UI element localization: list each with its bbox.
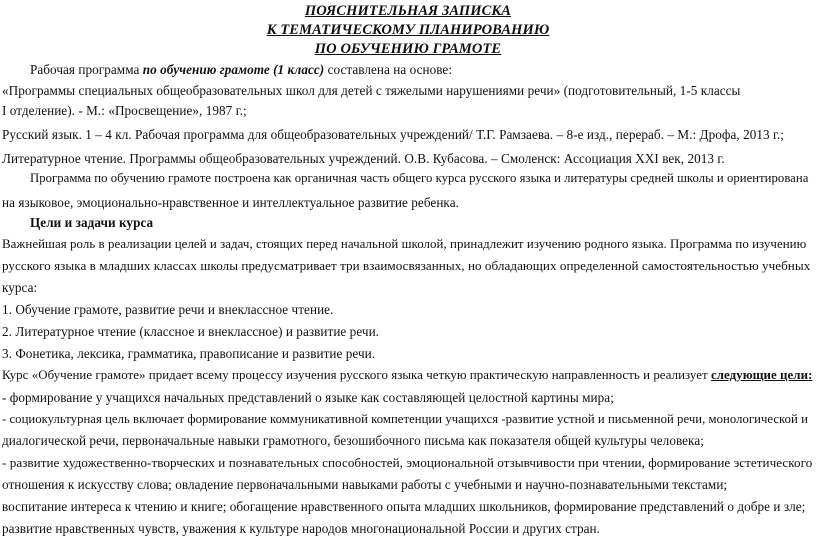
goal-3-line-2: отношения к искусству слова; овладение первоначальными навыками работы с учебными и научно-познавательными текстами; [2, 477, 728, 492]
para2-line-2: русского языка в младших классах школы предусматривает три взаимосвязанных, но обладающих определенной самостоятельностью учебных [2, 258, 811, 273]
goal-1: - формирование у учащихся начальных представлений о языке как составляющей целостной картины мира; [2, 390, 614, 405]
intro-post: составлена на основе: [324, 62, 453, 77]
goal-2-line-1: - социокультурная цель включает формирование коммуникативной компетенции учащихся -развитие устной и письменной речи, монологической и [2, 412, 808, 426]
intro-subject: по обучению грамоте (1 класс) [142, 62, 325, 77]
para3-line [2, 367, 812, 384]
course-item-2: 2. Литературное чтение (классное и внеклассное) и развитие речи. [2, 324, 380, 339]
doc-title-line-2: К ТЕМАТИЧЕСКОМУ ПЛАНИРОВАНИЮ [266, 22, 550, 38]
intro-pre: Рабочая программа [30, 62, 143, 77]
doc-title-line-3: ПО ОБУЧЕНИЮ ГРАМОТЕ [314, 41, 502, 57]
para3-goals-label: следующие цели: [710, 368, 813, 382]
course-item-1: 1. Обучение грамоте, развитие речи и внеклассное чтение. [2, 302, 334, 317]
goal-5: развитие нравственных чувств, уважения к культуре народов многонациональной России и других стран. [2, 521, 601, 536]
source-3: Литературное чтение. Программы общеобразовательных учреждений. О.В. Кубасова. – Смоленск: Ассоциация XXI век, 2013 г. [2, 151, 725, 166]
para1-line-2: на языковое, эмоционально-нравственное и интеллектуальное развитие ребенка. [2, 195, 459, 210]
source-2: Русский язык. 1 – 4 кл. Рабочая программа для общеобразовательных учреждений/ Т.Г. Рамзаева. – 8-е изд., перераб. – М.: Дрофа, 2013 г.; [2, 127, 785, 142]
goal-2-line-2: диалогической речи, первоначальные навыки грамотного, безошибочного письма как показателя общей культуры человека; [2, 433, 704, 448]
course-item-3: 3. Фонетика, лексика, грамматика, правописание и развитие речи. [2, 346, 376, 361]
doc-title-line-1: ПОЯСНИТЕЛЬНАЯ ЗАПИСКА [304, 3, 512, 19]
source-1-line-2: I отделение). - М.: «Просвещение», 1987 г.; [2, 103, 247, 118]
para2-line-3: курса: [2, 280, 38, 295]
goal-3-line-1: - развитие художественно-творческих и познавательных способностей, эмоциональной отзывчивости при чтении, формирование эстетического [2, 455, 813, 470]
source-1-line-1: «Программы специальных общеобразовательных школ для детей с тяжелыми нарушениями речи» (подготовительный, 1-5 классы [2, 83, 741, 98]
goals-heading: Цели и задачи курса [30, 215, 154, 230]
para2-line-1: Важнейшая роль в реализации целей и задач, стоящих перед начальной школой, принадлежит изучению родного языка. Программа по изучению [2, 237, 807, 251]
intro-line [30, 61, 452, 78]
goal-4: воспитание интереса к чтению и книге; обогащение нравственного опыта младших школьников, формирование представлений о добре и зле; [2, 499, 806, 514]
para1-line-1: Программа по обучению грамоте построена как органичная часть общего курса русского языка и литературы средней школы и ориентирована [30, 171, 809, 185]
para3-text: Курс «Обучение грамоте» придает всему процессу изучения русского языка четкую практическую направленность и реализует [2, 368, 711, 382]
